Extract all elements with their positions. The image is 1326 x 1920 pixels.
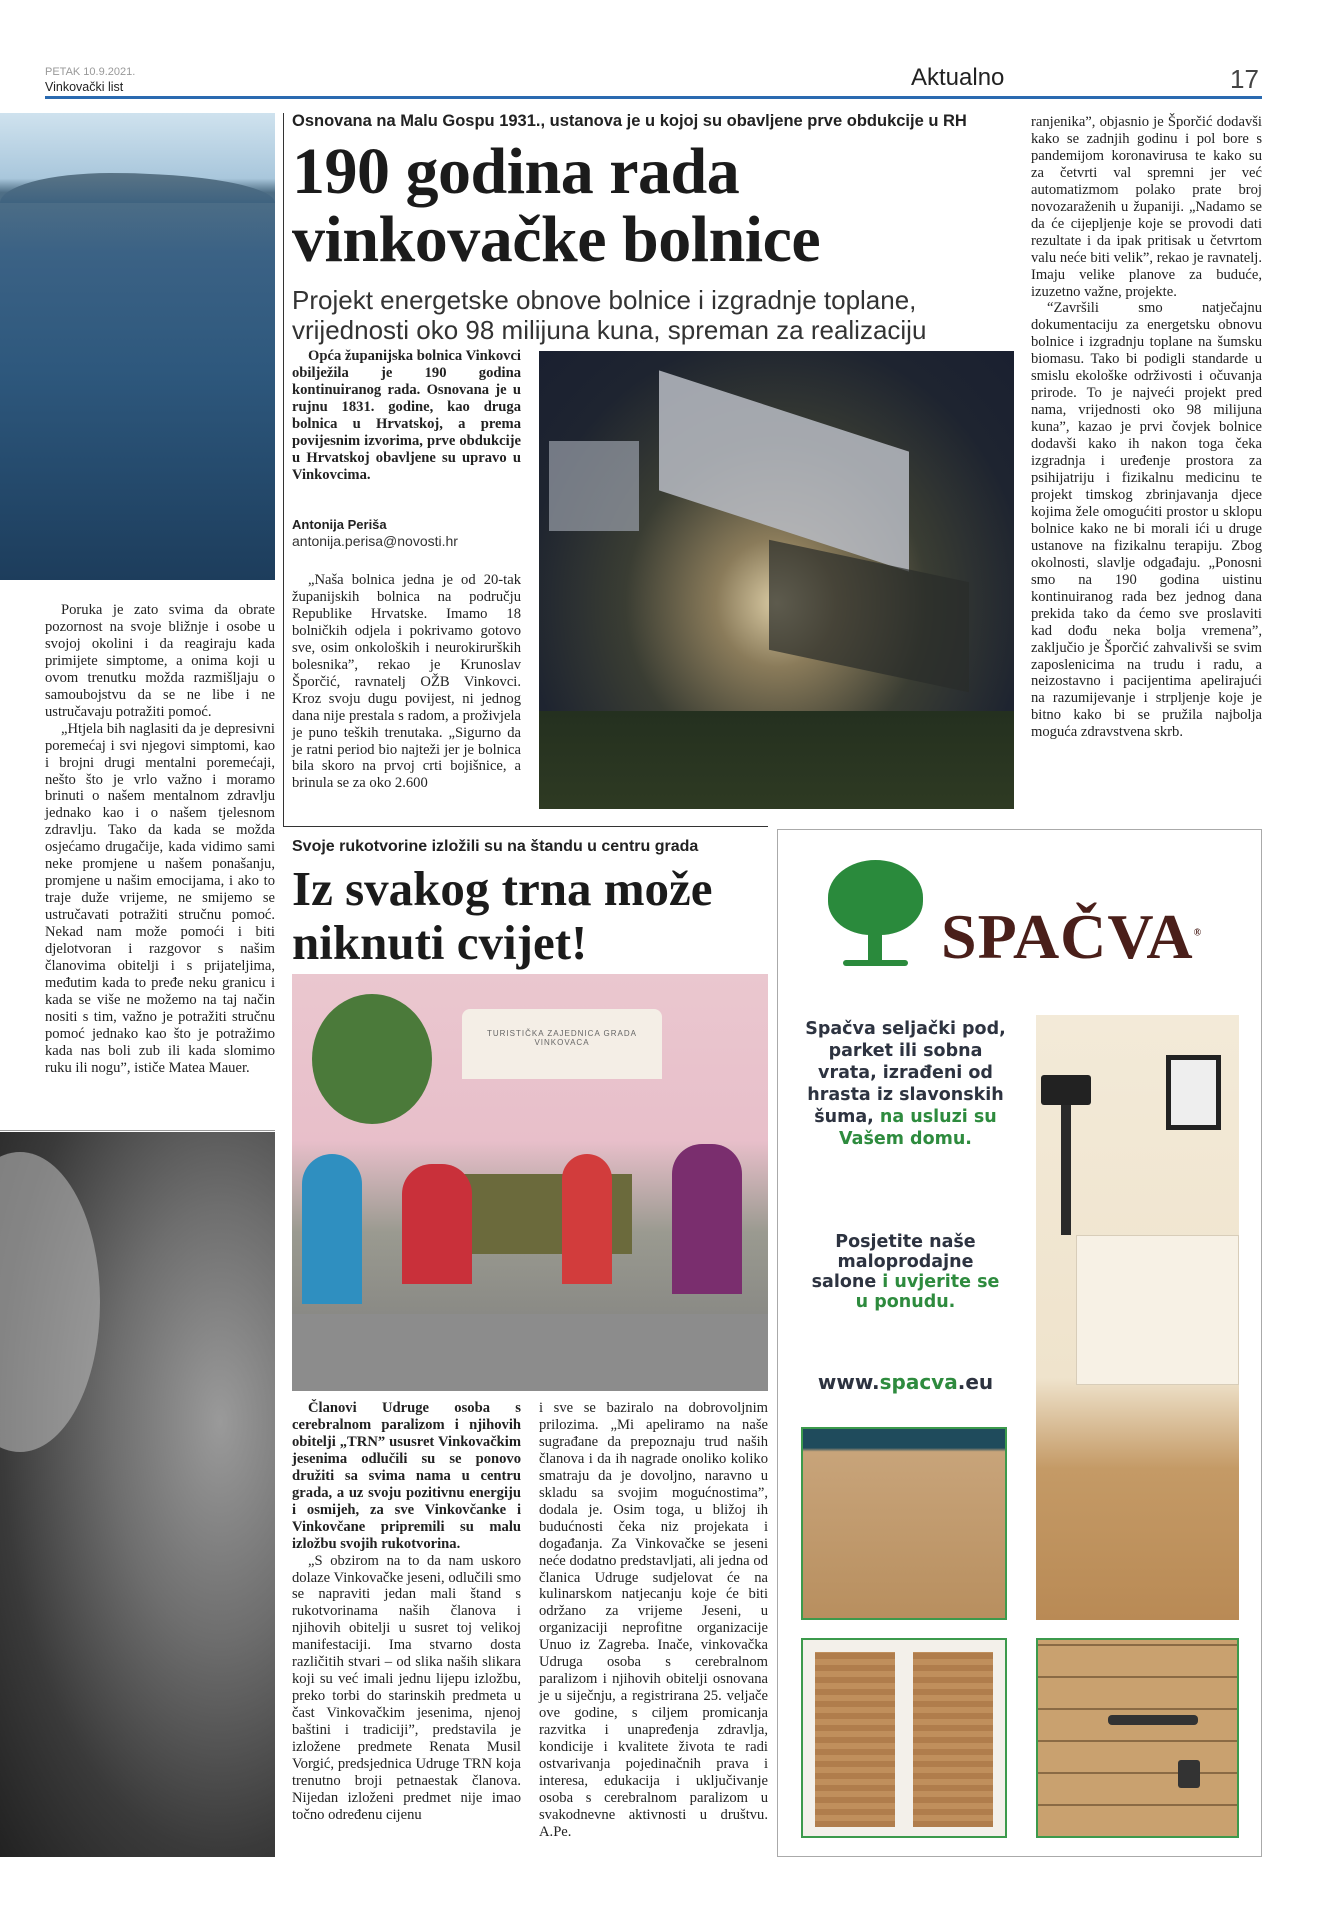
- author-name: Antonija Periša: [292, 517, 387, 532]
- stand-banner: TURISTIČKA ZAJEDNICA GRADA VINKOVACA: [486, 1029, 638, 1047]
- sea-photo: [0, 113, 275, 580]
- page-number: 17: [1230, 64, 1259, 94]
- article-column: [292, 572, 521, 792]
- article-subtitle: Projekt energetske obnove bolnice i izgradnje toplane, vrijednosti oko 98 milijuna kuna, spreman za realizaciju: [292, 285, 927, 345]
- divider: [283, 826, 768, 827]
- section-title: Aktualno: [911, 64, 1005, 91]
- brand-logo: [941, 900, 1202, 974]
- visit-highlight: i uvjerite se u ponudu.: [855, 1272, 1000, 1312]
- url-part: spacva: [879, 1370, 958, 1394]
- ad-visit-text: [803, 1232, 1008, 1312]
- paragraph: „Naša bolnica jedna je od 20-tak županijskih bolnica na području Republike Hrvatske. Imamo 18 bolničkih odjela i pokrivamo gotovo sve, osim onkoloških i neurokirurških bolesnika”, rekao je Krunoslav Šporčić, ravnatelj OŽB Vinkovci. Kroz svoju dugu povijest, ni jednog dana nije prestala s radom, a proživjela je puno teških trenutaka. „Sigurno da je ratni period bio najteži jer je bolnica bila skoro na prvoj crti bojišnice, a brinula se za oko 2.600: [292, 572, 521, 792]
- article-lead: [292, 348, 521, 484]
- divider: [0, 1130, 275, 1131]
- paragraph: ranjenika”, objasnio je Šporčić dodavši kako se zadnjih godinu i pol bore s pandemijom koronavirusa te kako su za četvrti val spremni jer već automatizmom polako prate broj novozaraženih u županiji. „Nadamo se da će cijepljenje koje se provodi dati rezultate i da ipak pritisak u četvrtom valu neće biti velik”, rekao je ravnatelj. Imaju velike planove za buduće, izuzetno važne, projekte.: [1031, 114, 1262, 300]
- newspaper-name: Vinkovački list: [45, 80, 124, 94]
- headline-line: vinkovačke bolnice: [292, 203, 821, 276]
- headline-line: 190 godina rada: [292, 135, 740, 208]
- headline-line: Iz svakog trna može: [292, 861, 713, 916]
- article-kicker: Svoje rukotvorine izložili su na štandu u centru grada: [292, 838, 699, 855]
- paragraph: i sve se baziralo na dobrovoljnim prilozima. „Mi apeliramo na naše sugrađane da prepoznaju trud naših članova i da ih nagrade onoliko koliko smatraju da je dovoljno, naravno u skladu sa svojim mogućnostima”, dodala je. Osim toga, u bližoj ih budućnosti čeka niz projekata i događanja. Za Vinkovačke se jeseni neće dodatno predstavljati, ali jedna od članica Udruge sudjelovat će na kulinarskom natjecanju koje će biti održano za vrijeme Jeseni, u organizaciji neprofitne organizacije Unuo iz Zagreba. Inače, vinkovačka Udruga osoba s cerebralnom paralizom i njihovih obitelji osnovana je u siječnju, a registrirana 25. veljače ove godine, s ciljem promicanja razvitka i unapređenja zdravlja, kondicije i kvalitete života te radi ostvarivanja pojedinačnih prava i interesa, edukacija i uključivanje osoba s cerebralnom paralizom u svakodnevne aktivnosti u društvu. A.Pe.: [539, 1400, 768, 1840]
- paragraph: “Završili smo natječajnu dokumentaciju za energetsku obnovu bolnice i izgradnju toplane na šumsku biomasu. Tako bi podigli standarde u smislu ekološke održivosti i očuvanja prirode. To je najveći projekt pred nama, vrijednosti oko 98 milijuna kuna”, kazao je prvi čovjek bolnice dodavši kako ih nakon toga čeka izgradnja i uređenje prostora za psihijatriju i fizikalnu medicinu te projekt timskog zbrinjavanja djece kojima žele omogućiti prostor u sklopu bolnice kako ne bi morali ići u druge ustanove na fizikalnu terapiju. Zbog okolnosti, slavlje odgađaju. „Ponosni smo na 190 godina uistinu kontinuiranog rada bez jednog dana prekida tako da ćemo sve proslaviti kad dođu neka bolja vremena”, zaključio je Šporčić zahvalivši se svim zaposlenicima na trudu i radu, a neizostavno i pacijentima apelirajući na razumijevanje i strpljenje koje je bitno kako bi se pružila najbolja moguća zdravstvena skrb.: [1031, 300, 1262, 741]
- lead-text: Opća županijska bolnica Vinkovci obilježila je 190 godina kontinuiranog rada. Osnovana je u rujnu 1831. godine, kao druga bolnica u Hrvatskoj, a prema povijesnim izvorima, prve obdukcije u Hrvatskoj obavljene su upravo u Vinkovcima.: [292, 348, 521, 483]
- left-article-text: [45, 602, 275, 1077]
- man-photo: [0, 1132, 275, 1857]
- article-kicker: Osnovana na Malu Gospu 1931., ustanova je u kojoj su obavljene prve obdukcije u RH: [292, 112, 967, 130]
- paragraph: „S obzirom na to da nam uskoro dolaze Vinkovačke jeseni, odlučili smo se napraviti jedan mali štand s rukotvorinama naših članova i njihovih obitelji u susret toj velikoj manifestaciji. Ima stvarno dosta različitih stvari – od slika naših slikara koji su već imali jednu lijepu izložbu, preko torbi do starinskih predmeta u čast Vinkovačkim jesenima, njenoj baštini i tradiciji”, predstavila je izložene predmete Renata Musil Vorgić, predsjednica Udruge TRN koja trenutno broji petnaestak članova. Nijedan izloženi predmet nije imao točno određenu cijenu: [292, 1552, 521, 1823]
- header-rule: [45, 96, 1262, 99]
- article-column: [539, 1400, 768, 1841]
- hospital-photo: [539, 351, 1014, 809]
- ad-tagline: [798, 1018, 1013, 1150]
- url-part: .eu: [957, 1370, 994, 1394]
- living-room-photo: [1036, 1015, 1239, 1620]
- url-part: www.: [817, 1370, 880, 1394]
- tree-logo-icon: [828, 860, 923, 970]
- door-handle-photo: [1036, 1638, 1239, 1838]
- column-divider: [283, 113, 284, 826]
- visit-text: Posjetite naše maloprodajne salone: [811, 1232, 976, 1292]
- spacva-advertisement[interactable]: [777, 829, 1262, 1857]
- author-email[interactable]: antonija.perisa@novosti.hr: [292, 533, 458, 549]
- article-headline: [292, 135, 821, 276]
- article-column: [292, 1400, 521, 1824]
- group-photo: [292, 974, 768, 1391]
- lead-text: Članovi Udruge osoba s cerebralnom paralizom i njihovih obitelji „TRN” ususret Vinkovačkim jesenima odlučili su se ponovo družiti sa svima nama u centru grada, a uz svoju pozitivnu energiju i osmijeh, za sve Vinkovčanke i Vinkovčane pripremili su malu izložbu svojih rukotvorina.: [292, 1400, 521, 1552]
- wood-floor-photo: [801, 1427, 1007, 1620]
- wooden-doors-photo: [801, 1638, 1007, 1838]
- brand-name: SPAČVA: [941, 901, 1194, 972]
- tagline-highlight: na usluzi su Vašem domu.: [839, 1107, 997, 1149]
- paragraph: „Htjela bih naglasiti da je depresivni poremećaj i svi njegovi simptomi, kao i brojni drugi mentalni poremećaji, nešto što je vrlo važno i moramo brinuti o našem mentalnom zdravlju jednako kao i o našem tjelesnom zdravlju. Tako da kada se možda osjećamo drugačije, kada vidimo sami neke promjene u našem ponašanju, promjene u našim emocijama, i ako to traje duže vrijeme, ne smijemo se ustručavati potražiti stručnu pomoć. Nekad nam može pomoći i biti djelotvoran i razgovor s našim članovima obitelji i s prijateljima, međutim kada to pređe neku granicu i kada se više ne možemo na taj način nositi s tim, važno je potražiti stručnu pomoć jednako kao što je potražimo kada nas boli zub ili kada slomimo ruku ili nogu”, ističe Matea Mauer.: [45, 720, 275, 1076]
- tagline-text: Spačva seljački pod, parket ili sobna vrata, izrađeni od hrasta iz slavonskih šuma,: [805, 1019, 1006, 1127]
- registered-mark: ®: [1193, 927, 1203, 939]
- headline-line: niknuti cvijet!: [292, 915, 588, 970]
- article-headline: [292, 862, 713, 970]
- ad-website-link[interactable]: [793, 1370, 1018, 1394]
- issue-date: PETAK 10.9.2021.: [45, 66, 136, 78]
- article-column: [1031, 114, 1262, 741]
- paragraph: Poruka je zato svima da obrate pozornost na svoje bližnje i osobe u svojoj okolini i da reagiraju kada primijete simptome, a onima koji u ovom trenutku možda razmišljaju o samoubojstvu da se ne libe i ne ustručavaju potražiti pomoć.: [45, 602, 275, 720]
